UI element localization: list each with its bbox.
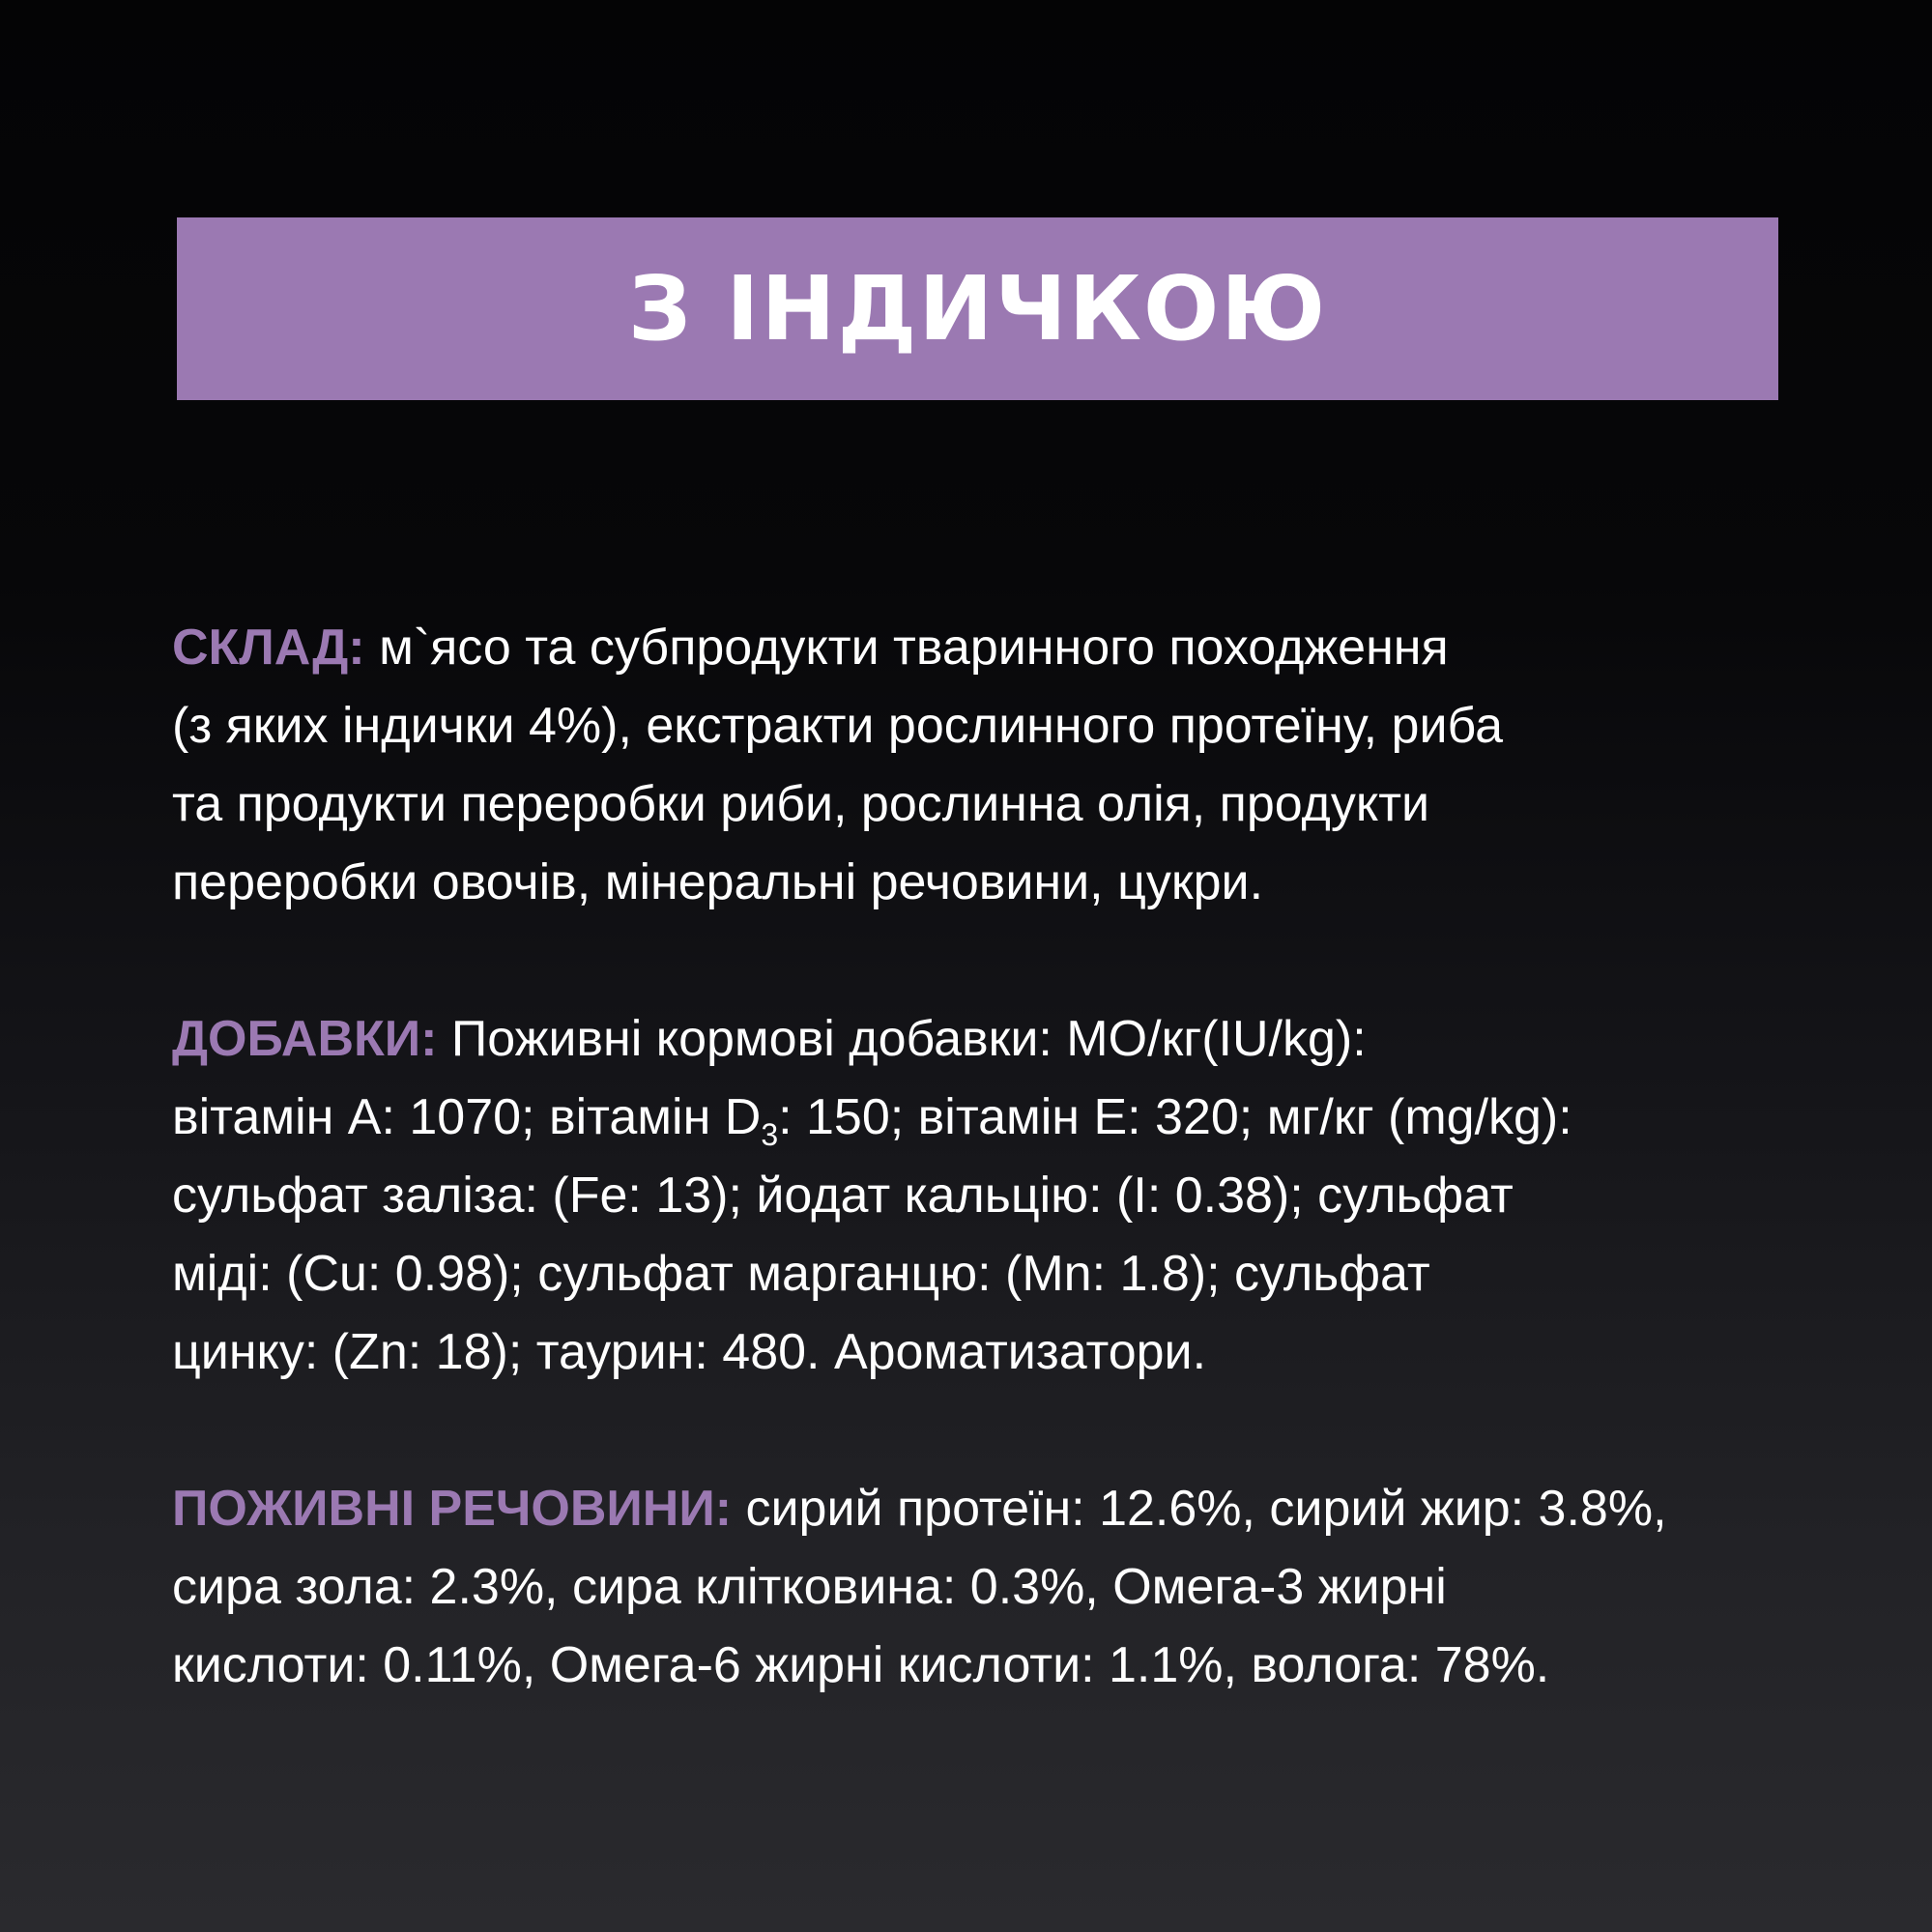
- additives-line: [172, 1000, 1815, 1079]
- additives-line: міді: (Cu: 0.98); сульфат марганцю: (Mn: 1.8); сульфат: [172, 1246, 1430, 1302]
- additives-label: ДОБАВКИ:: [172, 1011, 438, 1067]
- vitamin-d-subscript: 3: [761, 1117, 779, 1152]
- composition-line: та продукти переробки риби, рослинна олія, продукти: [172, 776, 1430, 832]
- nutrients-label: ПОЖИВНІ РЕЧОВИНИ:: [172, 1481, 733, 1537]
- composition-line: переробки овочів, мінеральні речовини, цукри.: [172, 854, 1264, 910]
- title-banner: [177, 217, 1778, 400]
- composition-text: м`ясо та субпродукти тваринного походження: [364, 620, 1449, 676]
- composition-line: [172, 609, 1815, 687]
- nutrients-line: сира зола: 2.3%, сира клітковина: 0.3%, Омега-3 жирні: [172, 1559, 1447, 1615]
- nutrients-section: [172, 1470, 1815, 1705]
- additives-line: [172, 1079, 1815, 1157]
- nutrients-text: сирий протеїн: 12.6%, сирий жир: 3.8%,: [732, 1481, 1667, 1537]
- nutrients-line: кислоти: 0.11%, Омега-6 жирні кислоти: 1.1%, волога: 78%.: [172, 1637, 1550, 1693]
- additives-text: Поживні кормові добавки: МО/кг(IU/kg):: [437, 1011, 1367, 1067]
- nutrients-line: [172, 1470, 1815, 1548]
- composition-label: СКЛАД:: [172, 620, 365, 676]
- banner-title: З ІНДИЧКОЮ: [627, 257, 1328, 360]
- additives-line: сульфат заліза: (Fe: 13); йодат кальцію: (I: 0.38); сульфат: [172, 1168, 1514, 1224]
- product-info: [172, 609, 1815, 1783]
- vitamin-text: вітамін А: 1070; вітамін D: [172, 1089, 762, 1145]
- composition-section: [172, 609, 1815, 922]
- composition-line: (з яких індички 4%), екстракти рослинного протеїну, риба: [172, 698, 1504, 754]
- additives-line: цинку: (Zn: 18); таурин: 480. Ароматизатори.: [172, 1324, 1207, 1380]
- vitamin-text: : 150; вітамін Е: 320; мг/кг (mg/kg):: [778, 1089, 1572, 1145]
- additives-section: [172, 1000, 1815, 1392]
